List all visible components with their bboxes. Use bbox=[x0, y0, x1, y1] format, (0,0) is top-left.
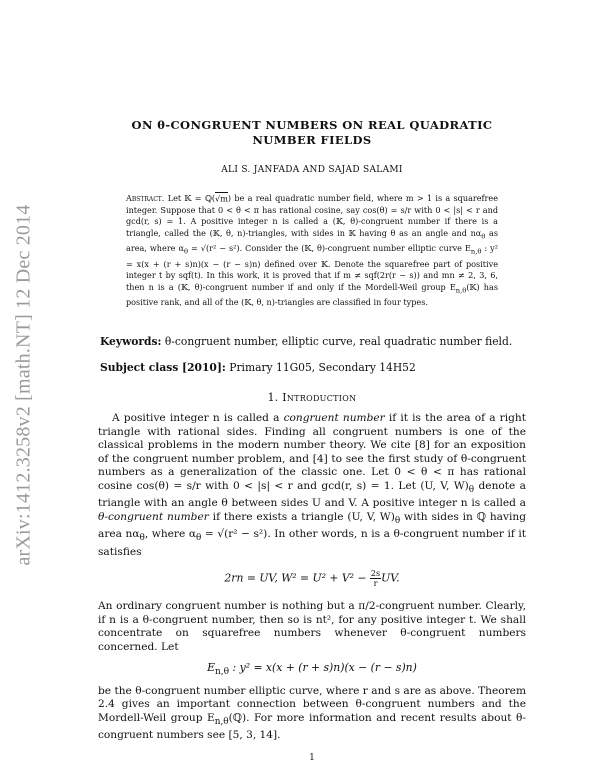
abstract: Abstract. Let 𝕂 = ℚ(√m) be a real quadratic number field, where m > 1 is a squarefree integer. Suppose that 0 < θ < π has rational cosine, say cos(θ) = s/r with 0 < |s| < r and gcd(r, s) = 1. A positive integer n is called a (𝕂, θ)-congruent number if there is a triangle, called the (𝕂, θ, n)-triangles, with sides in 𝕂 having θ as an angle and $n\alpha_\theta$ as area, where $\alpha_\theta = √(r^2 - s^2)$. Consider the (𝕂, θ)-congruent number elliptic curve $E_{n,\theta}$ : y² = x(x + (r + s)n)(x − (r − s)n) defined over 𝕂. Denote the squarefree part of positive integer t by sqf(t). In this work, it is proved that if m ≠ sqf(2r(r − s)) and mn ≠ 2, 3, 6, then n is a (𝕂, θ)-congruent number if and only if the Mordell-Weil group $E_{n,\theta}(𝕂)$ has positive rank, and all of the (𝕂, θ, n)-triangles are classified in four types. bbox=[126, 193, 498, 308]
page-number: 1 bbox=[309, 752, 315, 763]
paper-page bbox=[98, 118, 526, 763]
section-heading: 1. Introduction bbox=[267, 391, 357, 405]
keywords bbox=[100, 335, 526, 348]
subject-class bbox=[100, 361, 526, 374]
arxiv-sidebar bbox=[2, 175, 46, 595]
fraction: $\frac{2s}{r}$ bbox=[370, 569, 381, 589]
abstract-label: Abstract. bbox=[126, 193, 165, 203]
paper-authors: ALI S. JANFADA AND SAJAD SALAMI bbox=[221, 165, 403, 175]
intro-paragraph-1: A positive integer n is called a congruent number if it is the area of a right triangle with rational sides. Finding all congruent numbers is one of the classical problems in the modern number theory. We cite [8] for an exposition of the congruent number problem, and [4] to see the first study of θ-congruent numbers as a generalization of the classic one. Let 0 < θ < π has rational cosine cos(θ) = s/r with 0 < |s| < r and gcd(r, s) = 1. Let (U, V, $W)_\theta$ denote a triangle with an angle θ between sides U and V. A positive integer n is called a θ-congruent number if there exists a triangle (U, V, $W)_\theta$ with sides in ℚ having area $n\alpha_\theta$, where $\alpha_\theta = √(r^2 - s^2)$. In other words, n is a θ-congruent number if it satisfies bbox=[98, 412, 527, 558]
subject-class-label: Subject class [2010]: bbox=[100, 361, 226, 375]
arxiv-identifier: arXiv:1412.3258v2 [math.NT] 12 Dec 2014 bbox=[12, 204, 35, 566]
keywords-label: Keywords: bbox=[100, 335, 162, 349]
keywords-text: θ-congruent number, elliptic curve, real quadratic number field. bbox=[161, 335, 513, 349]
equation-2: $E_{n,\theta}$ : y² = x(x + (r + s)n)(x − (r − s)n) bbox=[207, 661, 417, 678]
intro-paragraph-3: be the θ-congruent number elliptic curve, where r and s are as above. Theorem 2.4 gives an important connection between θ-congruent numbers and the Mordell-Weil group $E_{n,\theta}(ℚ)$. For more information and recent results about θ-congruent numbers see [5, 3, 14]. bbox=[98, 684, 527, 742]
intro-paragraph-2: An ordinary congruent number is nothing but a π/2-congruent number. Clearly, if n is a θ-congruent number, then so is nt², for any positive integer t. We shall concentrate on squarefree numbers whenever θ-congruent numbers concerned. Let bbox=[98, 600, 526, 653]
subject-class-text: Primary 11G05, Secondary 14H52 bbox=[225, 361, 416, 375]
equation-1: 2rn = UV, W² = U² + V² − $\frac{2s}{r}$ UV. bbox=[224, 569, 400, 589]
paper-title: ON θ-CONGRUENT NUMBERS ON REAL QUADRATIC NUMBER FIELDS bbox=[131, 118, 493, 147]
